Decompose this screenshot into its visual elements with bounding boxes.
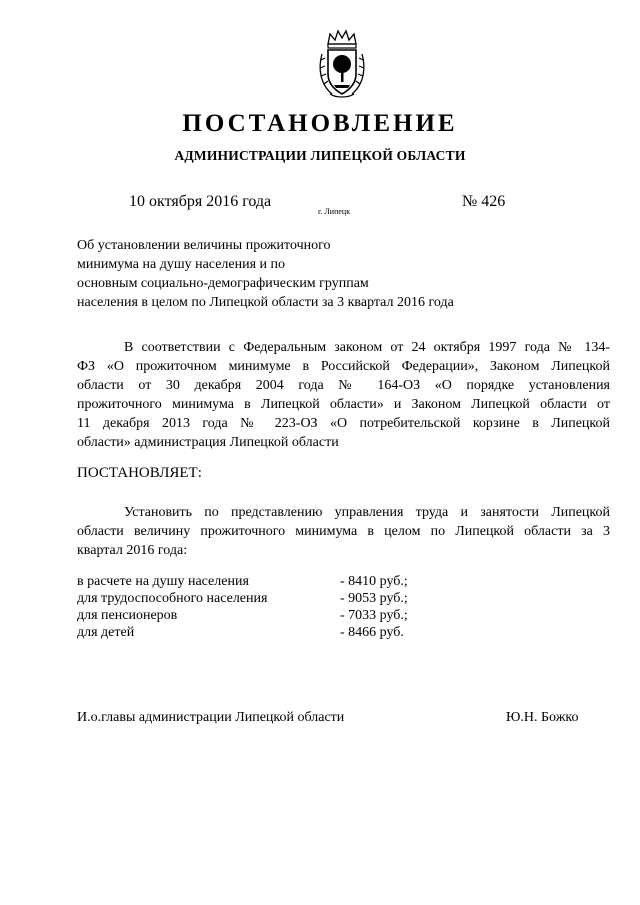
preamble-paragraph <box>77 338 610 452</box>
value-amount: - 8466 руб. <box>340 625 404 640</box>
document-date: 10 октября 2016 года <box>129 193 272 210</box>
resolution-paragraph <box>77 503 610 560</box>
coat-of-arms-icon <box>316 28 368 100</box>
subject-line: населения в целом по Липецкой области за 3 квартал 2016 года <box>77 295 454 310</box>
resolution-line: квартал 2016 года: <box>77 543 188 558</box>
value-label: для пенсионеров <box>77 608 178 623</box>
signatory-position: И.о.главы администрации Липецкой области <box>77 710 345 725</box>
document-city: г. Липецк <box>318 207 351 216</box>
value-label: для трудоспособного населения <box>77 591 268 606</box>
value-amount: - 8410 руб.; <box>340 574 408 589</box>
subject-line: минимума на душу населения и по <box>77 257 286 272</box>
preamble-line: прожиточного минимума в Липецкой области» и Законом Липецкой области от <box>77 397 610 412</box>
document-subtitle: АДМИНИСТРАЦИИ ЛИПЕЦКОЙ ОБЛАСТИ <box>174 148 466 163</box>
value-amount: - 9053 руб.; <box>340 591 408 606</box>
preamble-line: 11 декабря 2013 года № 223-ОЗ «О потребительской корзине в Липецкой <box>77 416 610 431</box>
preamble-line: В соответствии с Федеральным законом от 24 октября 1997 года № 134- <box>124 340 610 355</box>
preamble-line: области» администрация Липецкой области <box>77 435 339 450</box>
subject-line: Об установлении величины прожиточного <box>77 238 331 253</box>
signatory-name: Ю.Н. Божко <box>506 710 579 725</box>
document-subject <box>77 236 454 312</box>
subject-line: основным социально-демографическим группам <box>77 276 369 291</box>
value-amount: - 7033 руб.; <box>340 608 408 623</box>
document-title: ПОСТАНОВЛЕНИЕ <box>182 110 458 137</box>
document-number: № 426 <box>462 193 506 210</box>
value-label: для детей <box>77 625 135 640</box>
resolution-line: области величину прожиточного минимума в целом по Липецкой области за 3 <box>77 524 610 539</box>
preamble-line: области от 30 декабря 2004 года № 164-ОЗ «О порядке установления <box>77 378 610 393</box>
decree-word: ПОСТАНОВЛЯЕТ: <box>77 465 202 481</box>
preamble-line: ФЗ «О прожиточном минимуме в Российской Федерации», Законом Липецкой <box>77 359 610 374</box>
resolution-line: Установить по представлению управления труда и занятости Липецкой <box>124 505 610 520</box>
value-label: в расчете на душу населения <box>77 574 249 589</box>
